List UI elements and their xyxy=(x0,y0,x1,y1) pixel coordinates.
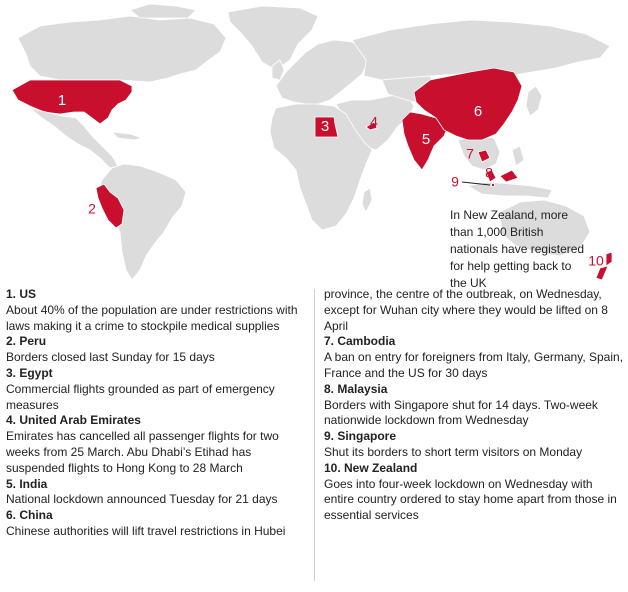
legend-heading-cambodia: 7. Cambodia xyxy=(324,334,396,349)
country-new-zealand xyxy=(606,252,612,266)
legend-text-china: Chinese authorities will lift travel restrictions in Hubei xyxy=(6,523,286,538)
marker-3: 3 xyxy=(320,117,330,135)
marker-10: 10 xyxy=(588,252,604,269)
legend-text-cambodia: A ban on entry for foreigners from Italy, Germany, Spain, France and the US for 30 days xyxy=(324,350,624,380)
japan xyxy=(526,86,542,116)
marker-6: 6 xyxy=(473,102,483,120)
legend-heading-uae: 4. United Arab Emirates xyxy=(6,413,141,428)
marker-1: 1 xyxy=(57,91,67,109)
legend-column-1 xyxy=(6,287,306,540)
madagascar xyxy=(362,188,372,212)
canada xyxy=(18,16,226,82)
legend-column-2 xyxy=(324,287,624,524)
arctic-islands xyxy=(130,4,196,18)
legend-heading-new-zealand: 10. New Zealand xyxy=(324,460,418,475)
legend-heading-peru: 2. Peru xyxy=(6,334,47,349)
marker-4: 4 xyxy=(370,113,378,130)
philippines xyxy=(512,146,524,166)
legend-text-new-zealand: Goes into four-week lockdown on Wednesday with entire country ordered to stay home apart from those in essential services xyxy=(324,476,617,523)
country-malaysia-borneo xyxy=(500,170,518,182)
legend-text-uae: Emirates has cancelled all passenger flights for two weeks from 25 March. Abu Dhabi’s Etihad has suspended flights to Hong Kong to 28 March xyxy=(6,429,279,475)
legend-heading-india: 5. India xyxy=(6,476,48,491)
marker-8: 8 xyxy=(485,164,493,181)
legend-text-us: About 40% of the population are under restrictions with laws making it a crime to stockpile medical supplies xyxy=(6,302,298,333)
legend-text-singapore: Shut its borders to short term visitors on Monday xyxy=(324,444,583,459)
caribbean xyxy=(112,132,142,140)
marker-5: 5 xyxy=(421,130,431,148)
legend-text-china-continued: province, the centre of the outbreak, on Wednesday, except for Wuhan city where they would be lifted on 8 April xyxy=(324,287,608,333)
new-zealand-note: In New Zealand, more than 1,000 British nationals have registered for help getting back to the UK xyxy=(450,208,585,290)
legend-heading-egypt: 3. Egypt xyxy=(6,365,53,380)
marker-9: 9 xyxy=(451,173,459,190)
legend-heading-singapore: 9. Singapore xyxy=(324,429,397,444)
legend-text-peru: Borders closed last Sunday for 15 days xyxy=(6,350,215,365)
legend-text-malaysia: Borders with Singapore shut for 14 days. Two-week nationwide lockdown from Wednesday xyxy=(324,397,598,428)
legend-heading-china: 6. China xyxy=(6,508,53,523)
legend-text-egypt: Commercial flights grounded as part of emergency measures xyxy=(6,381,275,412)
legend-heading-us: 1. US xyxy=(6,287,37,301)
country-singapore xyxy=(491,183,494,186)
legend-heading-malaysia: 8. Malaysia xyxy=(324,381,388,396)
column-divider xyxy=(314,289,315,581)
marker-2: 2 xyxy=(88,200,96,217)
legend-text-india: National lockdown announced Tuesday for 21 days xyxy=(6,492,278,507)
marker-7: 7 xyxy=(466,145,474,162)
